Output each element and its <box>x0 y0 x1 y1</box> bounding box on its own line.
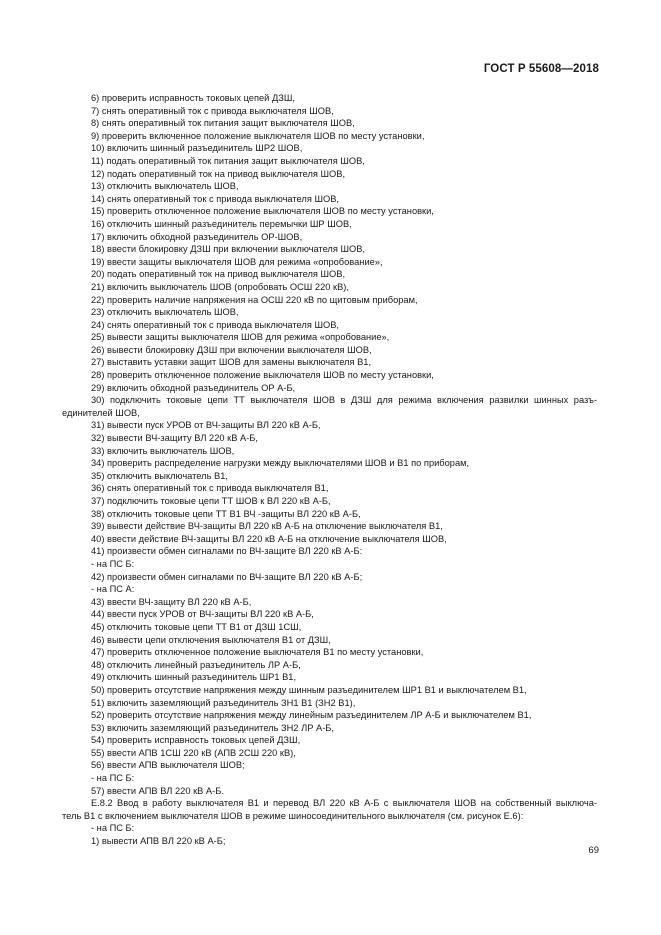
list-item: 12) подать оперативный ток на привод выключателя ШОВ, <box>91 168 346 179</box>
list-item: 21) включить выключатель ШОВ (опробовать ОСШ 220 кВ), <box>91 281 349 292</box>
list-item: 54) проверить исправность токовых цепей ДЗШ, <box>91 735 301 746</box>
list-item: 53) включить заземляющий разъединитель ЗН2 ЛР А-Б, <box>91 722 334 733</box>
section-heading-continuation: тель В1 с включением выключателя ШОВ в режиме шиносоединительного выключателя (см. рисунок Е.6): <box>62 810 524 821</box>
list-item: 13) отключить выключатель ШОВ, <box>91 181 239 192</box>
list-item-continuation: единителей ШОВ, <box>62 407 140 418</box>
list-item: 34) проверить распределение нагрузки между выключателями ШОВ и В1 по приборам, <box>91 458 470 469</box>
list-item: 33) включить выключатель ШОВ, <box>91 445 235 456</box>
list-item: 36) снять оперативный ток с привода выключателя В1, <box>91 483 329 494</box>
list-item: 24) снять оперативный ток с привода выключателя ШОВ, <box>91 319 339 330</box>
substation-label: - на ПС Б: <box>91 823 135 834</box>
substation-label: - на ПС А: <box>91 584 135 595</box>
list-item: 46) вывести цепи отключения выключателя В1 от ДЗШ, <box>91 634 331 645</box>
list-item: 41) произвести обмен сигналами по ВЧ-защите ВЛ 220 кВ А-Б: <box>91 546 363 557</box>
list-item: 37) подключить токовые цепи ТТ ШОВ к ВЛ 220 кВ А-Б, <box>91 496 331 506</box>
list-item: 27) выставить уставки защит ШОВ для замены выключателя В1, <box>91 357 372 368</box>
list-item: 51) включить заземляющий разъединитель ЗН1 В1 (ЗН2 В1), <box>91 697 356 708</box>
list-item: 20) подать оперативный ток на привод выключателя ШОВ, <box>91 269 346 280</box>
list-item: 55) ввести АПВ 1СШ 220 кВ (АПВ 2СШ 220 кВ), <box>91 747 296 758</box>
list-item: 25) вывести защиты выключателя ШОВ для режима «опробование», <box>91 332 390 343</box>
list-item: 28) проверить отключенное положение выключателя ШОВ по месту установки, <box>91 370 434 381</box>
list-item: 49) отключить шинный разъединитель ШР1 В1, <box>91 672 297 683</box>
list-item: 16) отключить шинный разъединитель перемычки ШР ШОВ, <box>91 218 352 229</box>
list-item: 31) вывести пуск УРОВ от ВЧ-защиты ВЛ 220 кВ А-Б, <box>91 420 321 431</box>
list-item: 22) проверить наличие напряжения на ОСШ 220 кВ по щитовым приборам, <box>91 294 418 305</box>
list-item: 44) ввести пуск УРОВ от ВЧ-защиты ВЛ 220 кВ А-Б, <box>91 609 314 620</box>
list-item: 9) проверить включенное положение выключателя ШОВ по месту установки, <box>91 130 425 141</box>
document-header: ГОСТ Р 55608—2018 <box>483 63 599 75</box>
list-item: 32) вывести ВЧ-защиту ВЛ 220 кВ А-Б, <box>91 433 258 444</box>
list-item: 42) произвести обмен сигналами по ВЧ-защите ВЛ 220 кВ А-Б; <box>91 571 363 582</box>
list-item: 48) отключить линейный разъединитель ЛР А-Б, <box>91 659 301 670</box>
list-item: 11) подать оперативный ток питания защит выключателя ШОВ, <box>91 155 365 166</box>
list-item: 29) включить обходной разъединитель ОР А-Б, <box>91 382 296 393</box>
list-item: 47) проверить отключенное положение выключателя В1 по месту установки, <box>91 647 424 658</box>
list-item: 17) включить обходной разъединитель ОР-ШОВ, <box>91 231 303 242</box>
page-number: 69 <box>588 845 599 856</box>
list-item: 18) ввести блокировку ДЗШ при включении выключателя ШОВ, <box>91 244 366 255</box>
section-heading: Е.8.2 Ввод в работу выключателя В1 и перевод ВЛ 220 кВ А-Б с выключателя ШОВ на собственный выключа- <box>91 798 597 809</box>
substation-label: - на ПС Б: <box>91 773 135 784</box>
list-item: 45) отключить токовые цепи ТТ В1 от ДЗШ 1СШ, <box>91 621 302 632</box>
list-item: 57) ввести АПВ ВЛ 220 кВ А-Б. <box>91 785 224 796</box>
list-item: 43) ввести ВЧ-защиту ВЛ 220 кВ А-Б, <box>91 596 252 607</box>
list-item: 30) подключить токовые цепи ТТ выключателя ШОВ в ДЗШ для режима включения развилки шинных разъ- <box>91 395 597 406</box>
list-item: 52) проверить отсутствие напряжения между линейным разъединителем ЛР А-Б и выключателем В1, <box>91 710 532 721</box>
document-body <box>62 92 597 848</box>
list-item: 1) вывести АПВ ВЛ 220 кВ А-Б; <box>91 836 226 847</box>
list-item: 10) включить шинный разъединитель ШР2 ШОВ, <box>91 143 303 154</box>
list-item: 39) вывести действие ВЧ-защиты ВЛ 220 кВ А-Б на отключение выключателя В1, <box>91 521 443 532</box>
substation-label: - на ПС Б: <box>91 558 135 569</box>
list-item: 23) отключить выключатель ШОВ, <box>91 307 239 318</box>
list-item: 7) снять оперативный ток с привода выключателя ШОВ, <box>91 105 334 116</box>
list-item: 6) проверить исправность токовых цепей ДЗШ, <box>91 93 295 103</box>
list-item: 15) проверить отключенное положение выключателя ШОВ по месту установки, <box>91 206 434 217</box>
list-item: 50) проверить отсутствие напряжения между шинным разъединителем ШР1 В1 и выключателем В1, <box>91 684 527 695</box>
list-item: 38) отключить токовые цепи ТТ В1 ВЧ -защиты ВЛ 220 кВ А-Б, <box>91 508 361 519</box>
list-item: 26) вывести блокировку ДЗШ при включении выключателя ШОВ, <box>91 344 372 355</box>
list-item: 19) ввести защиты выключателя ШОВ для режима «опробование», <box>91 256 383 267</box>
list-item: 8) снять оперативный ток питания защит выключателя ШОВ, <box>91 118 355 129</box>
list-item: 40) ввести действие ВЧ-защиты ВЛ 220 кВ А-Б на отключение выключателя ШОВ, <box>91 533 447 544</box>
list-item: 35) отключить выключатель В1, <box>91 470 228 481</box>
list-item: 14) снять оперативный ток с привода выключателя ШОВ, <box>91 193 339 204</box>
list-item: 56) ввести АПВ выключателя ШОВ; <box>91 760 245 771</box>
